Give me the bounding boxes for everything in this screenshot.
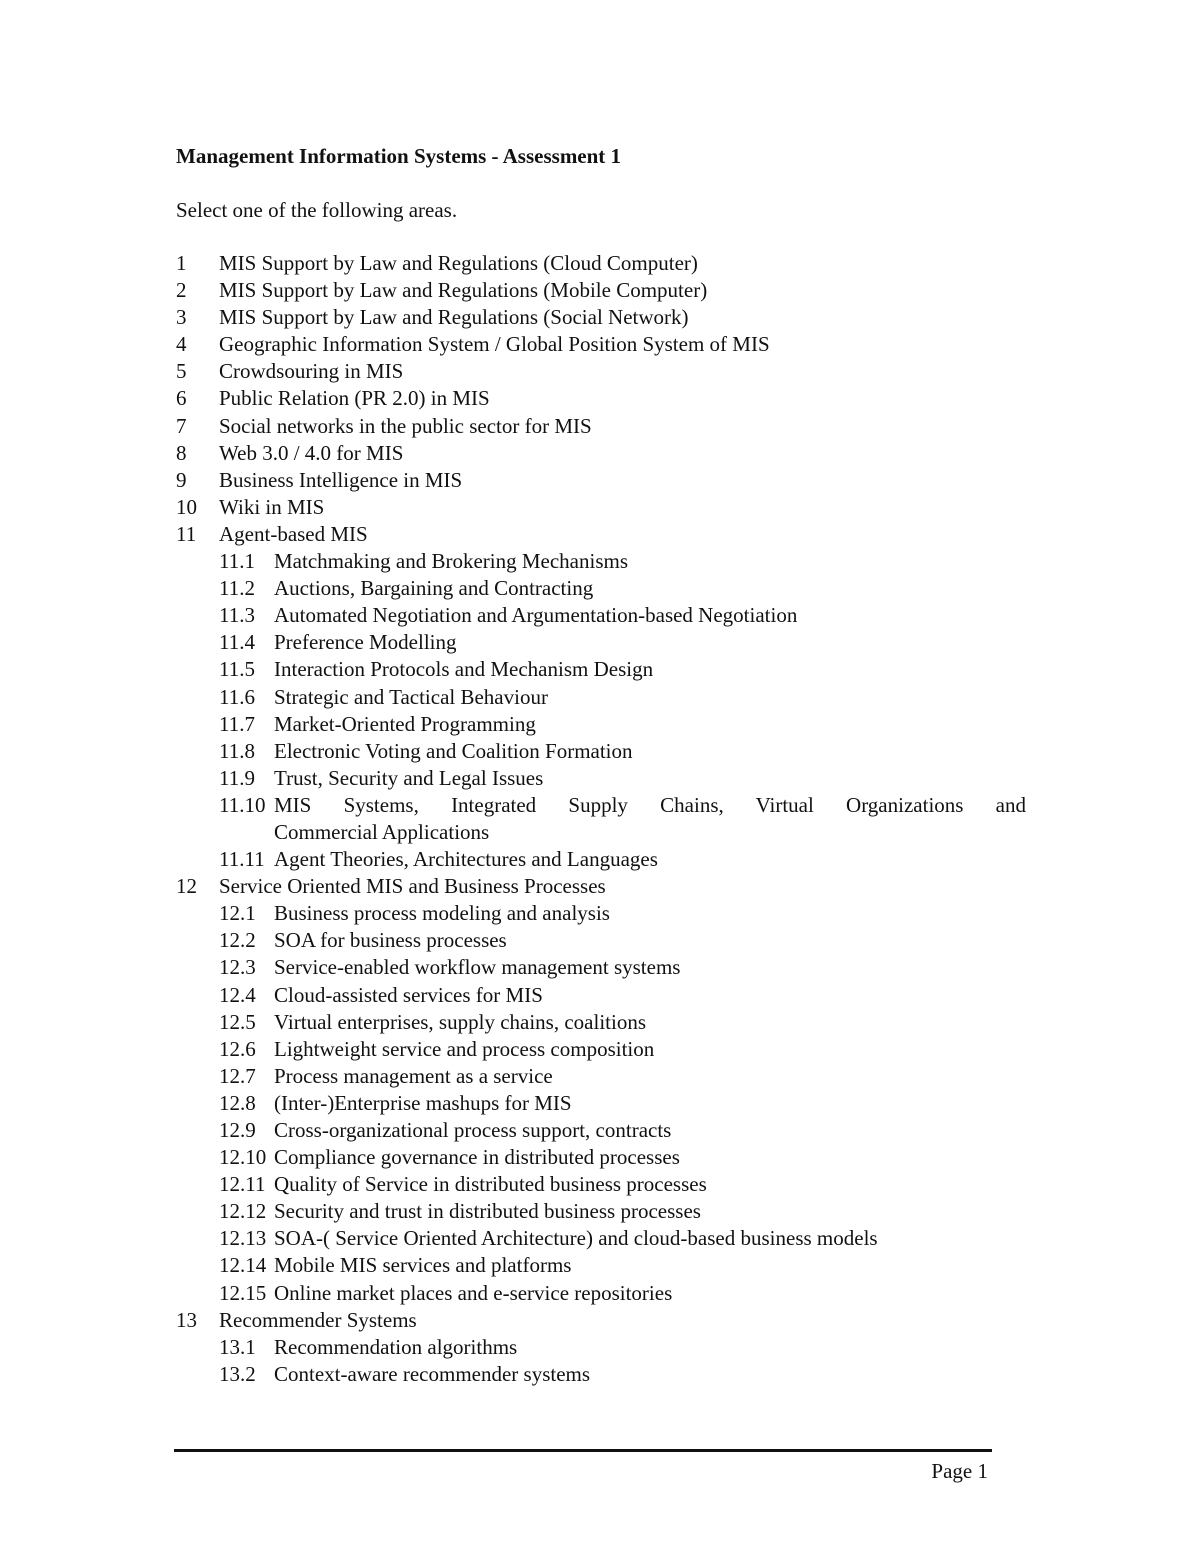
list-item xyxy=(176,467,1026,494)
item-text: Wiki in MIS xyxy=(219,494,325,519)
item-number: 3 xyxy=(176,305,187,330)
sub-item-number: 13.2 xyxy=(219,1361,256,1386)
sub-list-item xyxy=(176,738,1026,765)
sub-list-item xyxy=(176,1009,1026,1036)
item-text: Business Intelligence in MIS xyxy=(219,467,463,492)
sub-item-text: Electronic Voting and Coalition Formation xyxy=(274,738,633,763)
sub-item-number: 12.10 xyxy=(219,1145,267,1170)
sub-list-item xyxy=(176,575,1026,602)
item-number: 9 xyxy=(176,467,187,492)
sub-list-item xyxy=(176,1225,1026,1252)
list-item xyxy=(176,521,1026,548)
sub-item-text: (Inter-)Enterprise mashups for MIS xyxy=(274,1090,572,1115)
list-item xyxy=(176,304,1026,331)
item-text: Geographic Information System / Global Position System of MIS xyxy=(219,332,770,357)
sub-item-number: 11.10 xyxy=(219,792,266,817)
sub-item-number: 13.1 xyxy=(219,1334,256,1359)
intro-text: Select one of the following areas. xyxy=(176,198,458,222)
sub-list-item xyxy=(176,1036,1026,1063)
sub-list-item xyxy=(176,1361,1026,1388)
sub-item-number: 12.3 xyxy=(219,955,256,980)
item-text: Social networks in the public sector for MIS xyxy=(219,413,592,438)
item-number: 2 xyxy=(176,278,187,303)
sub-item-text: Matchmaking and Brokering Mechanisms xyxy=(274,549,629,574)
sub-item-text: Strategic and Tactical Behaviour xyxy=(274,684,548,709)
sub-list-item xyxy=(176,602,1026,629)
sub-item-number: 11.9 xyxy=(219,765,255,790)
sub-item-number: 11.3 xyxy=(219,603,255,628)
list-item xyxy=(176,873,1026,900)
list-item xyxy=(176,331,1026,358)
sub-item-number: 12.13 xyxy=(219,1226,267,1251)
sub-item-number: 12.14 xyxy=(219,1253,267,1278)
sub-item-text: Mobile MIS services and platforms xyxy=(274,1253,572,1278)
item-number: 8 xyxy=(176,440,187,465)
sub-list-item xyxy=(176,900,1026,927)
sub-item-text: Interaction Protocols and Mechanism Design xyxy=(274,657,654,682)
sub-item-number: 12.12 xyxy=(219,1199,267,1224)
sub-item-number: 11.4 xyxy=(219,630,255,655)
sub-list-item xyxy=(176,711,1026,738)
sub-item-number: 11.5 xyxy=(219,657,255,682)
item-number: 1 xyxy=(176,251,187,275)
sub-item-number: 12.5 xyxy=(219,1009,256,1034)
sub-item-number: 12.8 xyxy=(219,1090,256,1115)
sub-item-text: Automated Negotiation and Argumentation-based Negotiation xyxy=(274,603,798,628)
sub-item-number: 12.2 xyxy=(219,928,256,953)
sub-item-number: 12.15 xyxy=(219,1280,267,1305)
sub-item-text: Quality of Service in distributed business processes xyxy=(274,1172,707,1197)
sub-item-text: Service-enabled workflow management systems xyxy=(274,955,681,980)
sub-item-text xyxy=(274,792,1026,846)
sub-item-number: 11.8 xyxy=(219,738,255,763)
document-title: Management Information Systems - Assessment 1 xyxy=(176,144,622,168)
sub-item-text: SOA-( Service Oriented Architecture) and cloud-based business models xyxy=(274,1226,878,1251)
list-item xyxy=(176,277,1026,304)
sub-list-item xyxy=(176,548,1026,575)
sub-item-text: SOA for business processes xyxy=(274,928,507,953)
item-text: MIS Support by Law and Regulations (Mobile Computer) xyxy=(219,278,708,303)
sub-list-item xyxy=(176,1063,1026,1090)
sub-list-item xyxy=(176,954,1026,981)
sub-list-item xyxy=(176,1198,1026,1225)
sub-list-item xyxy=(176,1171,1026,1198)
list-item xyxy=(176,1307,1026,1334)
item-text: Public Relation (PR 2.0) in MIS xyxy=(219,386,490,411)
sub-item-text: Trust, Security and Legal Issues xyxy=(274,765,544,790)
sub-item-text: Recommendation algorithms xyxy=(274,1334,518,1359)
sub-item-text: Cloud-assisted services for MIS xyxy=(274,982,543,1007)
sub-item-text-line2: Commercial Applications xyxy=(274,819,490,844)
sub-item-text: Context-aware recommender systems xyxy=(274,1361,591,1386)
sub-list-item xyxy=(176,765,1026,792)
item-number: 4 xyxy=(176,332,187,357)
list-item xyxy=(176,358,1026,385)
item-number: 7 xyxy=(176,413,187,438)
sub-list-item xyxy=(176,846,1026,873)
sub-item-number: 12.4 xyxy=(219,982,256,1007)
item-text: MIS Support by Law and Regulations (Social Network) xyxy=(219,305,689,330)
list-item xyxy=(176,385,1026,412)
sub-item-number: 11.11 xyxy=(219,847,265,872)
list-item xyxy=(176,250,1026,277)
sub-list-item xyxy=(176,629,1026,656)
sub-item-text: Preference Modelling xyxy=(274,630,457,655)
item-number: 12 xyxy=(176,874,197,899)
sub-item-number: 12.6 xyxy=(219,1036,256,1061)
list-item xyxy=(176,494,1026,521)
sub-list-item xyxy=(176,982,1026,1009)
sub-item-text: Auctions, Bargaining and Contracting xyxy=(274,576,594,601)
item-text: Agent-based MIS xyxy=(219,521,368,546)
sub-item-number: 12.9 xyxy=(219,1118,256,1142)
sub-item-text: Agent Theories, Architectures and Languages xyxy=(274,847,658,872)
sub-list-item xyxy=(176,927,1026,954)
item-text: Crowdsouring in MIS xyxy=(219,359,404,384)
sub-item-number: 11.6 xyxy=(219,684,255,709)
sub-item-text: Lightweight service and process composition xyxy=(274,1036,655,1061)
item-number: 13 xyxy=(176,1307,197,1332)
item-number: 10 xyxy=(176,494,197,519)
sub-list-item xyxy=(176,656,1026,683)
sub-list-item xyxy=(176,792,1026,846)
sub-list-item xyxy=(176,1252,1026,1279)
footer-divider xyxy=(174,1449,992,1452)
sub-list-item xyxy=(176,1117,1026,1144)
sub-item-text: Cross-organizational process support, contracts xyxy=(274,1118,672,1142)
sub-list-item xyxy=(176,1144,1026,1171)
item-number: 5 xyxy=(176,359,187,384)
item-text: Service Oriented MIS and Business Processes xyxy=(219,874,606,899)
item-text: MIS Support by Law and Regulations (Cloud Computer) xyxy=(219,251,698,275)
sub-list-item xyxy=(176,1090,1026,1117)
sub-list-item xyxy=(176,1334,1026,1361)
sub-list-item xyxy=(176,1280,1026,1307)
list-item xyxy=(176,413,1026,440)
page-number: Page 1 xyxy=(931,1459,988,1483)
sub-item-text: Compliance governance in distributed processes xyxy=(274,1145,680,1170)
sub-item-text: Online market places and e-service repositories xyxy=(274,1280,673,1305)
sub-item-number: 12.11 xyxy=(219,1172,266,1197)
item-number: 6 xyxy=(176,386,187,411)
sub-list-item xyxy=(176,684,1026,711)
sub-item-number: 11.1 xyxy=(219,549,255,574)
item-number: 11 xyxy=(176,521,197,546)
sub-item-number: 11.7 xyxy=(219,711,255,736)
sub-item-text: Market-Oriented Programming xyxy=(274,711,536,736)
sub-item-text: Virtual enterprises, supply chains, coalitions xyxy=(274,1009,646,1034)
sub-item-text: Business process modeling and analysis xyxy=(274,901,610,926)
item-text: Web 3.0 / 4.0 for MIS xyxy=(219,440,404,465)
sub-item-text-line1: MIS Systems, Integrated Supply Chains, Virtual Organizations and xyxy=(274,792,1026,817)
sub-item-number: 12.7 xyxy=(219,1063,256,1088)
topic-list xyxy=(176,250,1026,1388)
sub-item-number: 12.1 xyxy=(219,901,256,926)
sub-item-text: Process management as a service xyxy=(274,1063,553,1088)
sub-item-number: 11.2 xyxy=(219,576,255,601)
sub-item-text: Security and trust in distributed business processes xyxy=(274,1199,701,1224)
item-text: Recommender Systems xyxy=(219,1307,417,1332)
list-item xyxy=(176,440,1026,467)
